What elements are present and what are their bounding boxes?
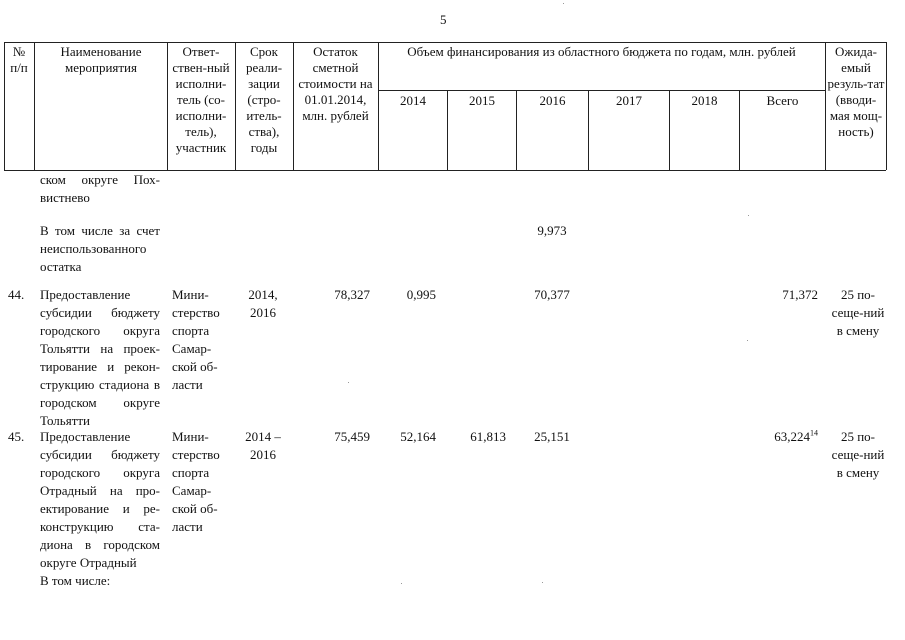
row-unused-2016: 9,973 [537, 223, 567, 238]
row-45-balance: 75,459 [334, 429, 370, 444]
row-45-num: 45. [8, 429, 25, 444]
header-year-2018: 2018 [691, 93, 718, 108]
row-44-term: 2014, 2016 [248, 287, 278, 320]
header-total: Всего [766, 93, 799, 108]
header-result: Ожида-емый резуль-тат (вводи-мая мощ-ность) [827, 44, 885, 139]
row-45-2015: 61,813 [470, 429, 506, 444]
scan-speck [748, 215, 749, 216]
scan-speck [542, 582, 543, 583]
row-44-total: 71,372 [782, 287, 818, 302]
header-year-2016: 2016 [539, 93, 566, 108]
row-44-result: 25 по-сеще-ний в смену [831, 287, 885, 338]
row-44-num: 44. [8, 287, 25, 302]
row-45-total-footnote: 14 [810, 428, 818, 438]
row-unused-name: В том числе за счет неиспользованного остатка [40, 223, 160, 274]
row-including-name: В том числе: [40, 573, 111, 588]
header-num: № п/п [10, 44, 28, 75]
header-executor: Ответ-ствен-ный исполни-тель (со-исполни-тель), участник [172, 44, 230, 155]
row-45-total [740, 428, 818, 446]
row-45-total-value: 63,224 [774, 429, 810, 444]
page-number: 5 [440, 12, 447, 27]
row-45-2014: 52,164 [400, 429, 436, 444]
header-year-2014: 2014 [400, 93, 426, 108]
row-44-name: Предоставление субсидии бюджету городского округа Тольятти на проек-тирование и рекон-струкцию стадиона в городском округе Тольятти [40, 287, 160, 428]
scan-speck [563, 3, 564, 4]
row-44-balance: 78,327 [334, 287, 370, 302]
row-45-executor: Мини-стерство спорта Самар-ской об-ласти [172, 429, 220, 534]
header-year-2017: 2017 [616, 93, 642, 108]
row-45-2016: 25,151 [534, 429, 570, 444]
row-44-2014: 0,995 [406, 287, 436, 302]
row-45-term: 2014 – 2016 [245, 429, 281, 462]
row-45-name: Предоставление субсидии бюджету городского округа Отрадный на про-ектирование и ре-конструкцию ста-диона в городском округе Отрадный [40, 429, 160, 570]
scan-speck [401, 583, 402, 584]
header-year-2015: 2015 [469, 93, 495, 108]
row-44-2016: 70,377 [534, 287, 570, 302]
row-45-result: 25 по-сеще-ний в смену [831, 429, 885, 480]
scan-speck [348, 382, 349, 383]
header-name: Наименование мероприятия [60, 44, 142, 75]
scan-speck [747, 340, 748, 341]
row-44-executor: Мини-стерство спорта Самар-ской об-ласти [172, 287, 220, 392]
header-funding: Объем финансирования из областного бюджета по годам, млн. рублей [407, 44, 796, 59]
header-term: Срок реали-зации (стро-итель-ства), годы [245, 44, 283, 155]
header-balance: Остаток сметной стоимости на 01.01.2014, млн. рублей [298, 44, 373, 123]
row-continuation-name: ском округе Пох-вистнево [40, 172, 160, 205]
